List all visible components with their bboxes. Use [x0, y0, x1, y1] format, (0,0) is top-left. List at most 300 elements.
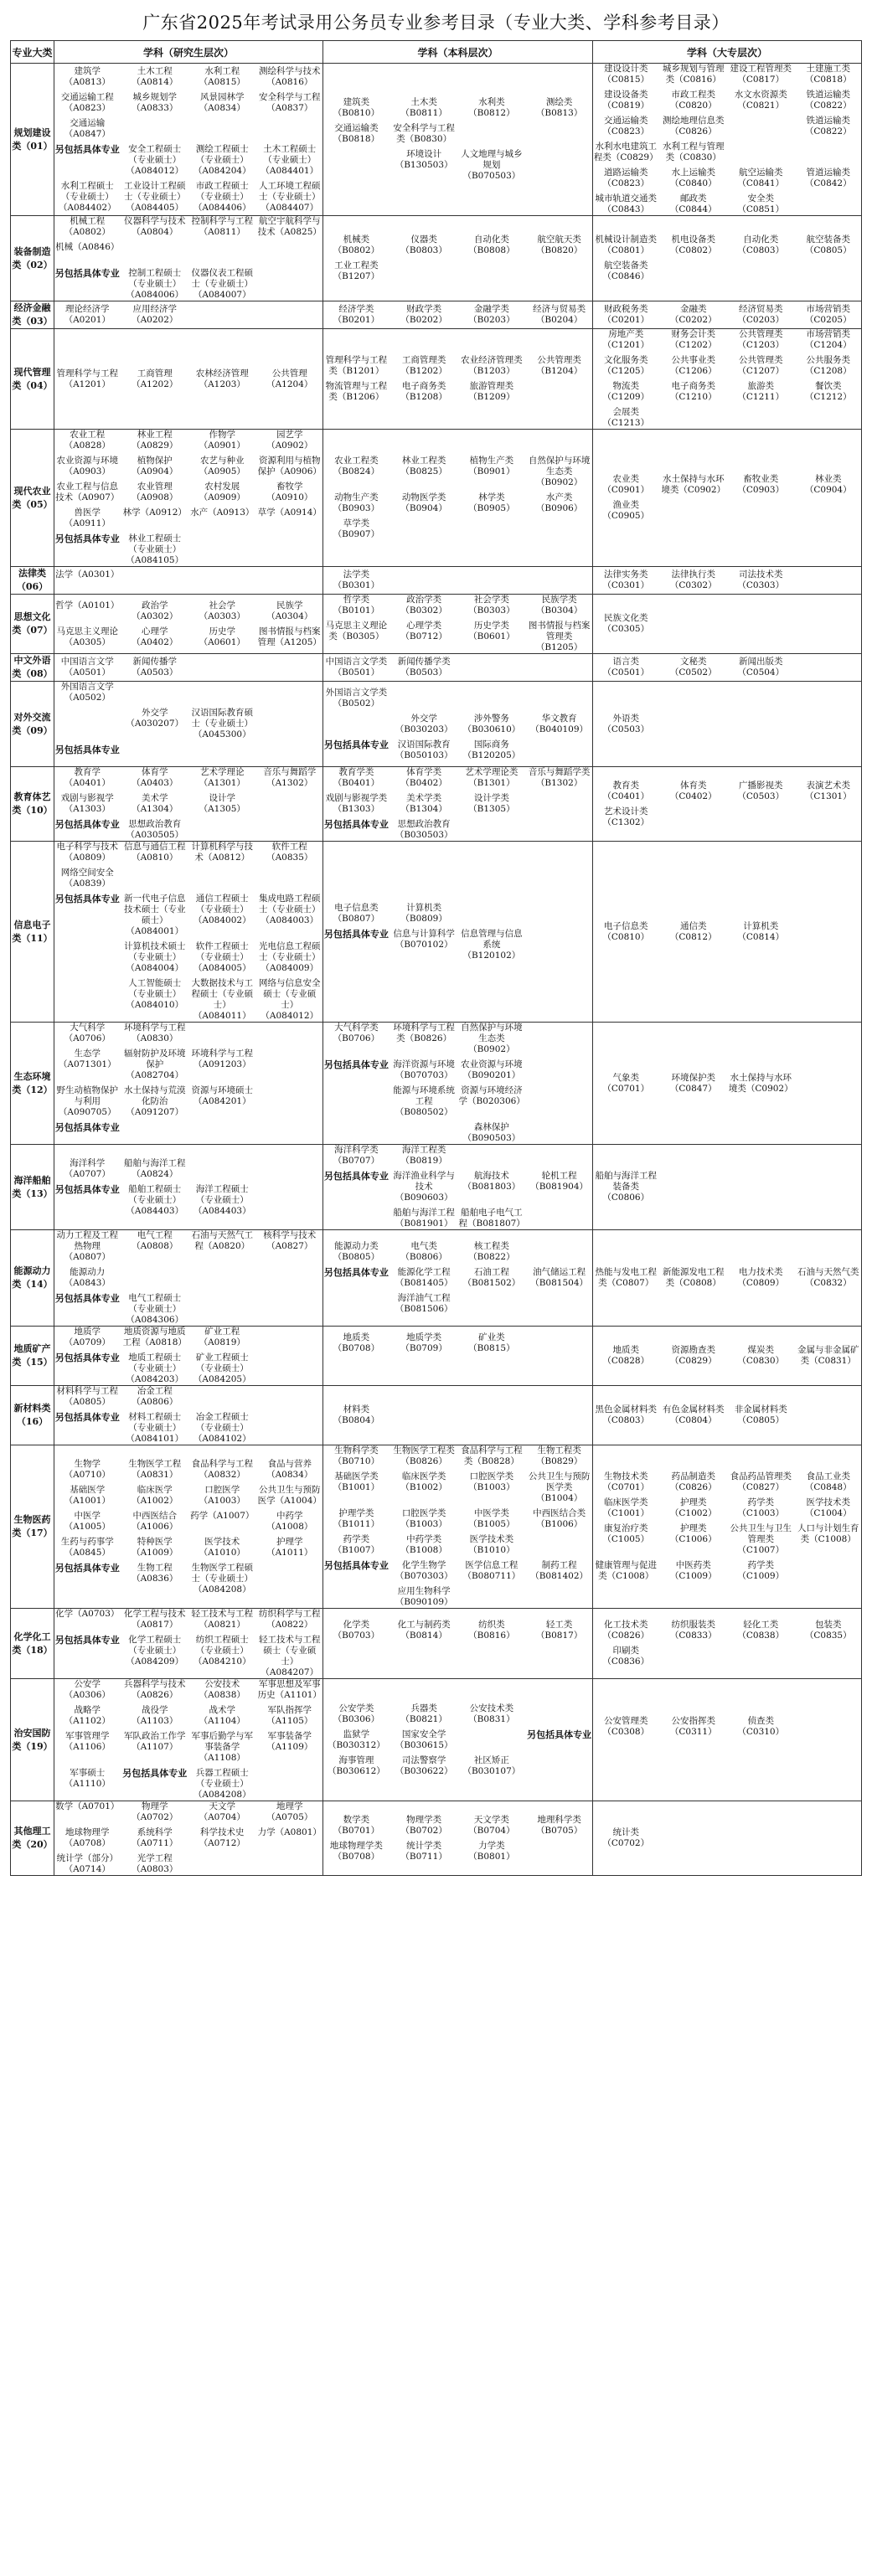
- empty-slot: [796, 657, 862, 678]
- subject-item: 财务会计类（C1202）: [669, 329, 717, 350]
- subject-item: 冶金工程硕士（专业硕士）（A084102）: [193, 1412, 251, 1444]
- bachelor-subject-grid: [323, 903, 592, 961]
- subject-item: 军队政治工作学（A1107）: [124, 1731, 186, 1752]
- empty-slot: [796, 921, 862, 943]
- subject-item: 交通运输工程（A0823）: [60, 91, 114, 113]
- subject-item: 软件工程（A0835）: [266, 842, 313, 863]
- empty-slot: [526, 1332, 592, 1354]
- associate-cell: [593, 1327, 862, 1386]
- subject-item: 人口与计划生育类（C1008）: [797, 1523, 859, 1544]
- subject-item: 邮政类（C0844）: [669, 193, 717, 214]
- bachelor-cell: [323, 64, 593, 216]
- associate-cell: [593, 1230, 862, 1327]
- subject-item: 新闻传播学（A0503）: [132, 657, 178, 677]
- specific-majors-label: 另包括具体专业: [54, 1562, 120, 1574]
- subject-item: 侦查类（C0310）: [737, 1716, 785, 1737]
- specific-majors-label: 另包括具体专业: [54, 143, 120, 155]
- empty-slot: [122, 242, 188, 264]
- subject-item: 药学类（C1009）: [737, 1560, 785, 1581]
- empty-slot: [796, 1827, 862, 1849]
- subject-item: 表演艺术类（C1301）: [804, 780, 852, 801]
- empty-slot: [257, 304, 323, 326]
- subject-item: 地质学（A0709）: [64, 1327, 111, 1347]
- empty-slot: [189, 657, 255, 678]
- subject-item: 水上运输类（C0840）: [669, 167, 717, 188]
- empty-slot: [391, 518, 457, 540]
- subject-item: 机械设计制造类（C0801）: [595, 234, 657, 255]
- subject-item: 地理科学类（B0705）: [535, 1814, 583, 1836]
- subject-item: 财政税务类（C0201）: [602, 304, 650, 325]
- bachelor-subject-grid: [323, 595, 592, 653]
- subject-item: 航空宇航科学与技术（A0825）: [257, 216, 322, 237]
- empty-slot: [796, 193, 862, 215]
- subject-item: 戏剧与影视学（A1303）: [60, 793, 114, 814]
- subject-item: 历史学类（B0601）: [468, 621, 515, 641]
- subject-item: 人工环境工程硕士（专业硕士）（A084407）: [259, 180, 321, 213]
- graduate-cell: [54, 654, 323, 682]
- subject-item: 机械（A0846）: [55, 242, 120, 252]
- empty-slot: [796, 806, 862, 828]
- subject-item: 体育学（A0403）: [132, 767, 178, 788]
- graduate-subject-grid: [54, 1459, 322, 1595]
- bachelor-subject-grid: [323, 1332, 592, 1380]
- subject-item: 军队指挥学（A1105）: [266, 1705, 313, 1726]
- subject-item: 力学（A0801）: [257, 1827, 322, 1837]
- subject-item: 生物工程类（B0829）: [535, 1445, 583, 1466]
- category-name: 对外交流类（09）: [11, 682, 54, 767]
- empty-slot: [391, 569, 457, 591]
- empty-slot: [459, 903, 525, 925]
- subject-item: 金融类（C0202）: [669, 304, 717, 325]
- empty-slot: [459, 688, 525, 709]
- empty-slot: [323, 714, 390, 735]
- subject-item: 物理学类（B0702）: [400, 1814, 447, 1836]
- subject-item: 药学类（B1007）: [333, 1534, 380, 1555]
- subject-item: 化工与制药类（B0814）: [397, 1620, 451, 1641]
- graduate-subject-grid: [54, 569, 322, 591]
- associate-subject-grid: [593, 1827, 861, 1849]
- bachelor-subject-grid: [323, 767, 592, 841]
- subject-item: 铁道运输类（C0822）: [804, 90, 852, 111]
- subject-item: 海洋渔业科学与技术（B090603）: [393, 1171, 455, 1203]
- specific-majors-label: 另包括具体专业: [323, 1560, 389, 1571]
- subject-item: 国家安全学（B030615）: [395, 1728, 453, 1750]
- subject-item: 航空装备类（C0846）: [602, 260, 650, 281]
- empty-slot: [122, 1267, 188, 1289]
- graduate-cell: [54, 595, 323, 654]
- subject-item: 环境设计（B130503）: [395, 149, 453, 170]
- subject-item: 音乐与舞蹈学（A1302）: [263, 767, 317, 788]
- category-name: 新材料类（16）: [11, 1386, 54, 1445]
- subject-item: 土木工程硕士（专业硕士）（A084401）: [261, 143, 319, 176]
- subject-item: 矿业工程（A0819）: [199, 1327, 245, 1347]
- subject-item: 中医药类（C1009）: [669, 1560, 717, 1581]
- subject-item: 管理科学与工程（A1201）: [56, 368, 118, 389]
- subject-item: 农村发展（A0909）: [199, 482, 245, 502]
- specific-majors-label: 另包括具体专业: [54, 819, 120, 830]
- subject-item: 草学类（B0907）: [333, 518, 380, 539]
- subject-item: 农业资源与环境（A0903）: [56, 456, 118, 477]
- category-row: [11, 1801, 862, 1876]
- empty-slot: [189, 1386, 255, 1408]
- graduate-subject-grid: [54, 1679, 322, 1801]
- subject-item: 轻工技术与工程硕士（专业硕士）（A084207）: [259, 1635, 321, 1677]
- bachelor-cell: [323, 767, 593, 842]
- empty-slot: [728, 806, 794, 828]
- empty-slot: [459, 657, 525, 678]
- subject-item: 海事管理（B030612）: [327, 1754, 385, 1776]
- specific-majors-label: 另包括具体专业: [54, 1635, 120, 1646]
- subject-item: 地球物理学类（B0708）: [329, 1840, 383, 1862]
- empty-slot: [526, 1841, 592, 1862]
- subject-item: 艺术学理论类（B1301）: [465, 767, 519, 788]
- associate-subject-grid: [593, 234, 861, 282]
- subject-item: 资源与环境硕士（A084201）: [191, 1085, 253, 1106]
- subject-item: 自动化类（C0803）: [737, 234, 785, 255]
- category-name: 现代管理类（04）: [11, 329, 54, 430]
- subject-item: 电力技术类（C0809）: [737, 1267, 785, 1288]
- empty-slot: [257, 708, 323, 729]
- subject-item: 机械类（B0802）: [333, 234, 380, 255]
- graduate-cell: [54, 767, 323, 842]
- subject-item: 食品药品管理类（C0827）: [730, 1471, 792, 1492]
- subject-item: 公安技术（A0838）: [199, 1679, 245, 1700]
- subject-item: 民族学（A0304）: [266, 600, 313, 621]
- subject-item: 康复治疗类（C1005）: [602, 1523, 650, 1544]
- empty-slot: [661, 1646, 727, 1667]
- subject-item: 电子科学与技术（A0809）: [56, 842, 118, 863]
- empty-slot: [728, 1171, 794, 1193]
- empty-slot: [54, 708, 121, 729]
- subject-item: 石油与天然气类（C0832）: [797, 1267, 859, 1288]
- associate-subject-grid: [593, 1404, 861, 1426]
- subject-item: 历史学（A0601）: [199, 626, 245, 647]
- subject-item: 农业工程与信息技术（A0907）: [55, 482, 120, 502]
- subject-item: 教育类（C0401）: [602, 780, 650, 801]
- subject-item: 生物医学工程类（B0826）: [393, 1445, 455, 1466]
- associate-subject-grid: [593, 1471, 861, 1582]
- graduate-subject-grid: [54, 304, 322, 326]
- subject-item: 应用经济学（A0202）: [132, 304, 178, 325]
- subject-item: 口腔医学类（B1003）: [468, 1471, 515, 1492]
- category-row: [11, 1145, 862, 1230]
- subject-item: 计算机类（B0809）: [400, 902, 447, 924]
- empty-slot: [526, 1755, 592, 1777]
- graduate-subject-grid: [54, 1230, 322, 1326]
- specific-majors-label: 另包括具体专业: [323, 928, 389, 940]
- bachelor-subject-grid: [323, 1703, 592, 1777]
- empty-slot: [459, 1646, 525, 1667]
- graduate-subject-grid: [54, 842, 322, 1022]
- subject-item: 建筑学（A0813）: [64, 65, 111, 87]
- category-name: 规划建设类（01）: [11, 64, 54, 216]
- subject-item: 水利类（B0812）: [468, 97, 515, 118]
- empty-slot: [526, 688, 592, 709]
- subject-item: 美术学（A1304）: [132, 793, 178, 814]
- category-name: 海洋船舶类（13）: [11, 1145, 54, 1230]
- subject-item: 海洋工程类（B0819）: [400, 1145, 447, 1166]
- empty-slot: [796, 1560, 862, 1582]
- subject-item: 信息管理与信息系统（B120102）: [461, 928, 523, 961]
- bachelor-cell: [323, 430, 593, 567]
- category-name: 法律类（06）: [11, 567, 54, 595]
- subject-item: 心理学（A0402）: [132, 626, 178, 647]
- subject-item: 食品与营养（A0834）: [266, 1458, 313, 1480]
- associate-subject-grid: [593, 1345, 861, 1367]
- bachelor-cell: [323, 682, 593, 767]
- category-name: 生物医药类（17）: [11, 1445, 54, 1609]
- header-category: 专业大类: [11, 41, 54, 64]
- subject-item: 中西医结合类（B1006）: [533, 1508, 586, 1529]
- subject-item: 食品科学与工程（A0832）: [191, 1458, 253, 1480]
- specific-majors-label: 另包括具体专业: [54, 1352, 120, 1363]
- subject-item: 中药学类（B1008）: [400, 1534, 447, 1555]
- subject-item: 战役学（A1103）: [132, 1705, 178, 1726]
- subject-item: 战略学（A1102）: [64, 1705, 111, 1726]
- empty-slot: [257, 682, 323, 703]
- graduate-subject-grid: [54, 1023, 322, 1144]
- associate-cell: [593, 1386, 862, 1445]
- subject-item: 道路运输类（C0823）: [602, 167, 650, 188]
- subject-item: 生物医学工程硕士（专业硕士）（A084208）: [191, 1562, 253, 1595]
- empty-slot: [459, 569, 525, 591]
- associate-cell: [593, 654, 862, 682]
- subject-item: 新闻传播学类（B0503）: [397, 657, 451, 677]
- empty-slot: [189, 819, 255, 841]
- graduate-subject-grid: [54, 368, 322, 390]
- subject-item: 机电设备类（C0802）: [669, 234, 717, 255]
- category-row: [11, 329, 862, 430]
- subject-item: 外国语言文学类（B0502）: [325, 687, 388, 708]
- subject-item: 安全科学与工程（A0837）: [259, 91, 321, 113]
- subject-item: 图书情报与档案管理类（B1205）: [528, 621, 591, 652]
- empty-slot: [526, 1586, 592, 1608]
- subject-item: 测绘科学与技术（A0816）: [259, 65, 321, 87]
- subject-item: 马克思主义理论类（B0305）: [325, 621, 388, 641]
- empty-slot: [796, 613, 862, 635]
- subject-item: 兽医学（A0911）: [64, 507, 111, 528]
- subject-item: 文秘类（C0502）: [669, 657, 717, 677]
- subject-item: 工业设计工程硕士（专业硕士）（A084405）: [124, 180, 186, 213]
- empty-slot: [122, 868, 188, 889]
- empty-slot: [661, 1171, 727, 1193]
- subject-item: 电气工程硕士（专业硕士）（A084306）: [126, 1293, 184, 1325]
- category-row: [11, 1230, 862, 1327]
- graduate-cell: [54, 1145, 323, 1230]
- graduate-cell: [54, 1230, 323, 1327]
- subject-item: 汉语国际教育（B050103）: [395, 739, 453, 760]
- specific-majors-label: 另包括具体专业: [54, 1293, 120, 1304]
- bachelor-cell: [323, 1445, 593, 1609]
- category-row: [11, 1023, 862, 1145]
- subject-item: 教育学类（B0401）: [333, 767, 380, 788]
- subject-item: 环境保护类（C0847）: [669, 1072, 717, 1094]
- subject-item: 新能源发电工程类（C0808）: [663, 1267, 725, 1288]
- subject-item: 黑色金属材料类（C0803）: [595, 1404, 657, 1425]
- subject-item: 医学技术类（C1004）: [804, 1497, 852, 1518]
- subject-item: 材料工程硕士（专业硕士）（A084101）: [126, 1412, 184, 1444]
- subject-item: 水产类（B0906）: [535, 492, 583, 513]
- subject-item: 公共管理类（C1203）: [737, 329, 785, 350]
- subject-item: 法学（A0301）: [55, 569, 120, 580]
- subject-item: 水土保持与水环境类（C0902）: [728, 1072, 793, 1094]
- subject-item: 马克思主义理论（A0305）: [56, 626, 118, 647]
- bachelor-subject-grid: [323, 688, 592, 761]
- subject-item: 军事管理学（A1106）: [64, 1731, 111, 1752]
- subject-item: 渔业类（C0905）: [602, 500, 650, 521]
- subject-item: 物流管理与工程类（B1206）: [325, 381, 388, 402]
- subject-item: 交通运输类（C0823）: [602, 116, 650, 137]
- subject-item: 临床医学类（C1001）: [602, 1497, 650, 1518]
- associate-subject-grid: [593, 613, 861, 635]
- subject-item: 外语类（C0503）: [602, 713, 650, 734]
- subject-item: 市政工程类（C0820）: [669, 90, 717, 111]
- empty-slot: [257, 1048, 323, 1070]
- specific-majors-label: 另包括具体专业: [323, 1171, 389, 1182]
- subject-item: 农业资源与环境（B090201）: [461, 1059, 523, 1080]
- subject-item: 医学技术类（B1010）: [468, 1534, 515, 1555]
- bachelor-cell: [323, 216, 593, 301]
- associate-subject-grid: [593, 1620, 861, 1667]
- subject-item: 林学（A0912）: [122, 507, 187, 518]
- category-row: [11, 595, 862, 654]
- subject-item: 辐射防护及环境保护（A082704）: [124, 1048, 186, 1080]
- subject-item: 生态学（A071301）: [58, 1048, 116, 1069]
- subject-item: 特种医学（A1009）: [132, 1536, 178, 1558]
- subject-item: 生药与药事学（A0845）: [60, 1536, 114, 1558]
- graduate-cell: [54, 1609, 323, 1679]
- empty-slot: [526, 1293, 592, 1315]
- subject-item: 思想政治教育（B030503）: [395, 819, 453, 840]
- subject-item: 自然保护与环境生态类（B0902）: [528, 456, 591, 487]
- empty-slot: [189, 1293, 255, 1315]
- subject-item: 航空航天类（B0820）: [535, 234, 583, 255]
- bachelor-cell: [323, 1801, 593, 1876]
- empty-slot: [257, 657, 323, 678]
- empty-slot: [526, 903, 592, 925]
- bachelor-subject-grid: [323, 1445, 592, 1608]
- subject-item: 公安管理类（C0308）: [602, 1716, 650, 1737]
- subject-item: 农业类（C0901）: [602, 474, 650, 495]
- specific-majors-label: 另包括具体专业: [323, 1059, 389, 1070]
- header-bachelor: 学科（本科层次）: [323, 41, 593, 64]
- associate-cell: [593, 64, 862, 216]
- subject-item: 军事装备学（A1109）: [266, 1731, 313, 1752]
- subject-item: 民族文化类（C0305）: [602, 613, 650, 634]
- empty-slot: [728, 1646, 794, 1667]
- subject-item: 统计类（C0702）: [602, 1827, 650, 1848]
- associate-cell: [593, 430, 862, 567]
- subject-item: 中国语言文学（A0501）: [60, 657, 114, 677]
- associate-subject-grid: [593, 921, 861, 943]
- empty-slot: [728, 500, 794, 522]
- bachelor-subject-grid: [323, 1145, 592, 1229]
- subject-item: 测绘工程硕士（专业硕士）（A084204）: [193, 143, 251, 176]
- subject-item: 化学类（B0703）: [333, 1620, 380, 1641]
- empty-slot: [257, 242, 323, 264]
- category-name: 经济金融类（03）: [11, 301, 54, 329]
- subject-item: 军事思想及军事历史（A1101）: [257, 1679, 322, 1700]
- subject-item: 护理类（C1002）: [669, 1497, 717, 1518]
- subject-item: 设计学（A1305）: [199, 793, 245, 814]
- subject-item: 戏剧与影视学类（B1303）: [325, 793, 388, 814]
- bachelor-subject-grid: [323, 1815, 592, 1862]
- category-row: [11, 1327, 862, 1386]
- empty-slot: [728, 714, 794, 735]
- subject-item: 水利工程（A0815）: [199, 65, 245, 87]
- category-name: 其他理工类（20）: [11, 1801, 54, 1876]
- subject-item: 生物技术类（C0701）: [602, 1471, 650, 1492]
- subject-item: 中医学类（B1005）: [468, 1508, 515, 1529]
- bachelor-cell: [323, 1145, 593, 1230]
- empty-slot: [526, 1703, 592, 1725]
- category-name: 能源动力类（14）: [11, 1230, 54, 1327]
- subject-item: 地质类（B0708）: [333, 1332, 380, 1353]
- subject-item: 司法技术类（C0303）: [737, 569, 785, 590]
- subject-item: 土建施工类（C0818）: [804, 64, 852, 85]
- subject-item: 统计学（部分）（A0714）: [56, 1853, 118, 1874]
- specific-majors-label: 另包括具体专业: [54, 744, 120, 755]
- subject-item: 公共管理（A1204）: [266, 368, 313, 389]
- subject-item: 安全类（C0851）: [737, 193, 785, 214]
- empty-slot: [189, 1853, 255, 1875]
- subject-item: 船舶与海洋工程（B081901）: [393, 1208, 455, 1229]
- empty-slot: [796, 407, 862, 429]
- category-row: [11, 430, 862, 567]
- subject-item: 华文教育（B040109）: [530, 713, 589, 734]
- subject-item: 电子信息类（C0810）: [602, 920, 650, 942]
- subject-item: 航海技术（B081803）: [462, 1171, 521, 1192]
- associate-subject-grid: [593, 1716, 861, 1764]
- subject-item: 建设设备类（C0819）: [602, 90, 650, 111]
- subject-item: 海洋科学类（B0707）: [333, 1145, 380, 1166]
- subject-item: 政治学类（B0302）: [400, 595, 447, 616]
- catalog-body: [11, 64, 862, 1876]
- empty-slot: [323, 1646, 390, 1667]
- bachelor-cell: [323, 595, 593, 654]
- subject-item: 基础医学类（B1001）: [333, 1471, 380, 1492]
- empty-slot: [257, 268, 323, 290]
- empty-slot: [189, 569, 255, 591]
- subject-item: 航空运输类（C0841）: [737, 167, 785, 188]
- empty-slot: [661, 1742, 727, 1764]
- subject-item: 建设工程管理类（C0817）: [730, 64, 792, 85]
- subject-item: 外交学（A030207）: [126, 708, 184, 729]
- subject-item: 口腔医学类（B1003）: [400, 1508, 447, 1529]
- category-row: [11, 1679, 862, 1801]
- empty-slot: [257, 1352, 323, 1374]
- empty-slot: [796, 569, 862, 591]
- subject-item: 生物工程（A0836）: [132, 1562, 178, 1584]
- bachelor-cell: [323, 567, 593, 595]
- subject-item: 餐饮类（C1212）: [804, 381, 852, 402]
- bachelor-cell: [323, 1230, 593, 1327]
- graduate-subject-grid: [54, 767, 322, 841]
- subject-item: 计算机科学与技术（A0812）: [191, 842, 253, 863]
- empty-slot: [796, 1646, 862, 1667]
- empty-slot: [257, 819, 323, 841]
- subject-item: 地质工程硕士（专业硕士）（A084203）: [126, 1352, 184, 1384]
- subject-item: 交通运输（A0847）: [64, 117, 111, 139]
- subject-item: 海洋科学（A0707）: [64, 1157, 111, 1179]
- subject-item: 化学生物学（B070303）: [395, 1560, 453, 1581]
- subject-item: 水利工程硕士（专业硕士）（A084402）: [58, 180, 116, 213]
- subject-item: 畜牧业类（C0903）: [737, 474, 785, 495]
- specific-majors-label: 另包括具体专业: [54, 533, 120, 544]
- empty-slot: [661, 260, 727, 282]
- bachelor-cell: [323, 301, 593, 329]
- subject-item: 统计学类（B0711）: [400, 1840, 447, 1862]
